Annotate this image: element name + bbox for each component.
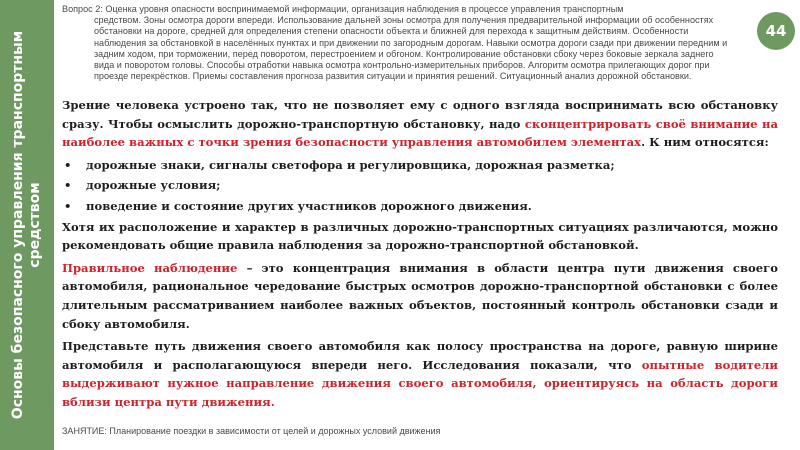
bullet-icon: •	[64, 157, 72, 172]
definition-text: – это концентрация внимания в области центра пути движения своего автомобиля, рациональное чередование быстрых осмотров дорожно-транспортной обстановки с более длительным рассматриванием наиболее важных объектов, постоянный контроль обстановки сзади и сбоку автомобиля.	[62, 260, 778, 331]
bullet-icon: •	[64, 198, 72, 213]
list-item	[62, 176, 778, 195]
question-text: средством. Зоны осмотра дороги впереди. Использование дальней зоны осмотра для получения предварительной информации об особенностях обстановки на дороге, средней для определения степени опасности объекта и ближней для перехода к защитным действиям. Особенности наблюдения за обстановкой в населённых пунктах и при движении по загородным дорогам. Навыки осмотра дороги сзади при движении передним и задним ходом, при торможении, перед поворотом, перестроением и обгоном. Контролирование обстановки сбоку через боковые зеркала заднего вида и поворотом головы. Способы отработки навыка осмотра контрольно-измерительных приборов. Алгоритм осмотра прилегающих дорог при проезде перекрёстков. Приемы составления прогноза развития ситуации и принятия решений. Ситуационный анализ дорожной обстановки.	[94, 15, 728, 82]
list-item-text: дорожные знаки, сигналы светофора и регулировщика, дорожная разметка;	[86, 157, 615, 172]
list-item-text: поведение и состояние других участников дорожного движения.	[86, 198, 532, 213]
list-item	[62, 156, 778, 175]
path-highlight: опытные водители выдерживают нужное направление движения своего автомобиля, ориентируясь на область дороги вблизи центра пути движения.	[62, 357, 779, 409]
definition-term: Правильное наблюдение	[62, 260, 238, 275]
path-text: Представьте путь движения своего автомобиля как полосу пространства на дороге, равную ширине автомобиля и располагающуюся впереди него. Исследования показали, что	[62, 339, 778, 372]
intro-paragraph	[62, 96, 778, 152]
rules-paragraph: Хотя их расположение и характер в различных дорожно-транспортных ситуациях различаются, можно рекомендовать общие правила наблюдения за дорожно-транспортной обстановкой.	[62, 219, 778, 253]
question-line-1: Вопрос 2: Оценка уровня опасности воспринимаемой информации, организация наблюдения в процессе управления транспортным	[62, 4, 624, 14]
intro-highlight: сконцентрировать своё внимание на наиболее важных с точки зрения безопасности управления автомобилем элементах	[62, 116, 778, 150]
list-item	[62, 197, 778, 216]
path-paragraph	[62, 337, 778, 411]
intro-ending: . К ним относятся:	[641, 135, 769, 150]
list-item-text: дорожные условия;	[86, 178, 221, 193]
elements-list	[62, 156, 778, 216]
definition-paragraph	[62, 259, 778, 333]
bullet-icon: •	[64, 178, 72, 193]
main-content	[62, 96, 778, 416]
question-header	[62, 4, 730, 100]
lesson-footer: ЗАНЯТИЕ: Планирование поездки в зависимости от целей и дорожных условий движения	[62, 426, 441, 436]
sidebar	[0, 0, 54, 450]
slide-number-badge: 44	[757, 12, 795, 50]
intro-text: Зрение человека устроено так, что не позволяет ему с одного взгляда воспринимать всю обстановку сразу. Чтобы осмыслить дорожно-транспортную обстановку, надо	[62, 98, 778, 131]
sidebar-title: Основы безопасного управления транспортным средством	[10, 30, 43, 420]
